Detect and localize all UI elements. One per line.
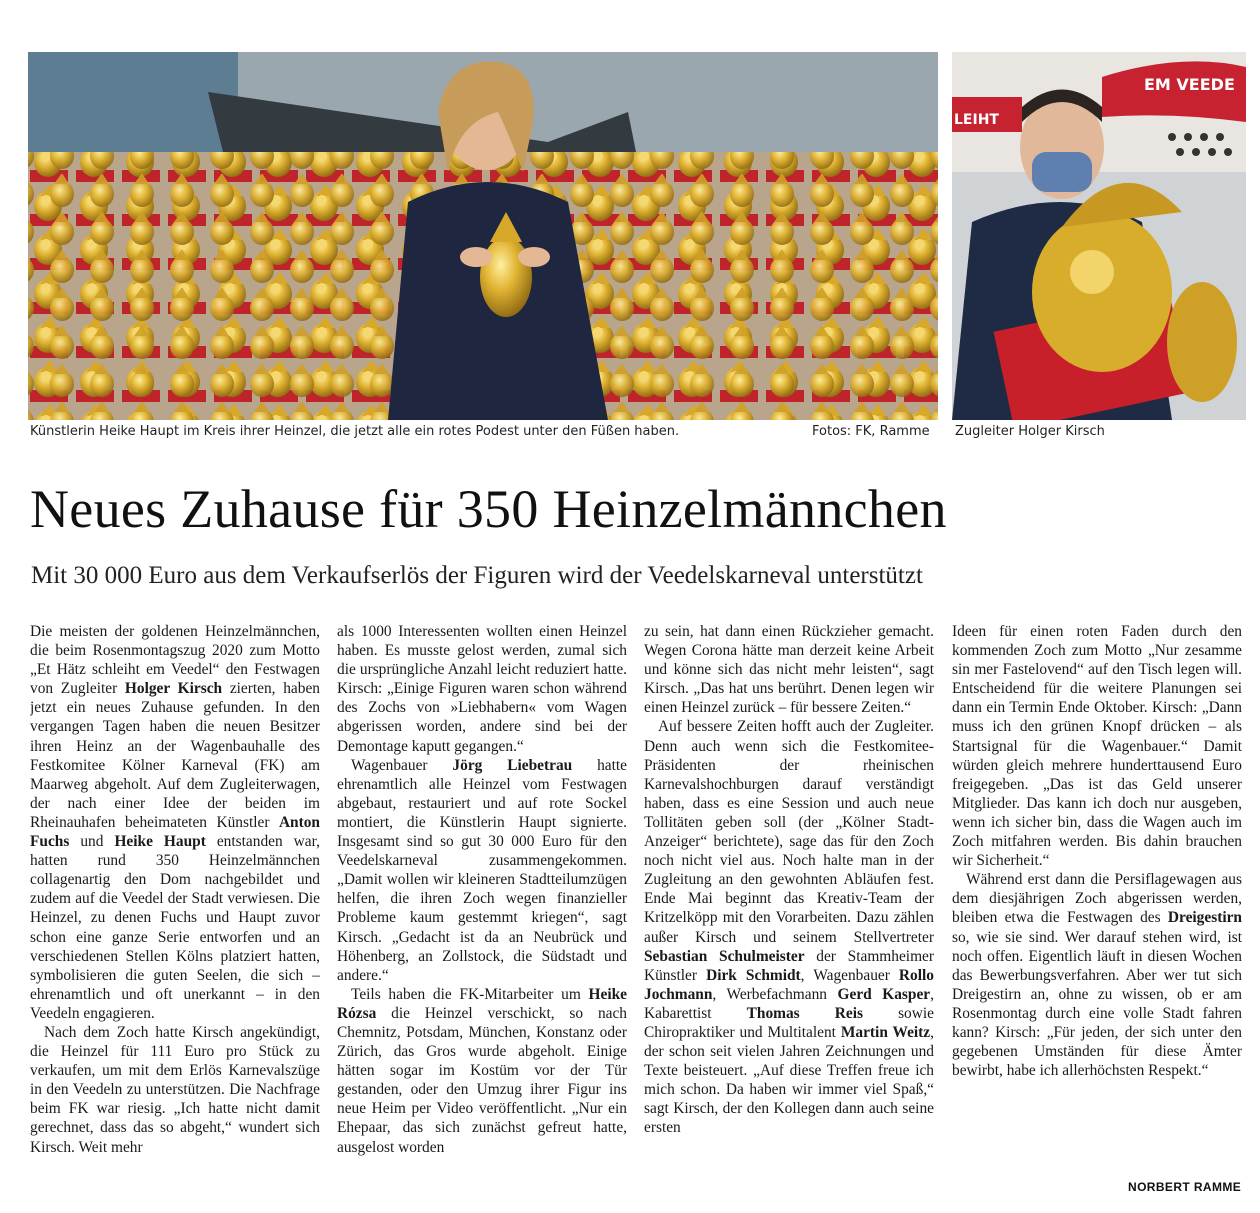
article-column-3 [644,622,934,1202]
text-run: , Wagenbauer [800,966,899,984]
paragraph: zu sein, hat dann einen Rückzieher gemacht. Wegen Corona hätte man derzeit keine Arbeit und könne sich das nicht mehr leisten“, sagt Kirsch. „Das hat uns berührt. Denen legen wir einen Heinzel zurück – für bessere Zeiten.“ [644,623,934,717]
paragraph [644,717,934,1137]
photo-credit: Fotos: FK, Ramme [812,424,930,439]
bold-name: Jörg Liebetrau [452,756,573,774]
paragraph [337,756,627,985]
side-sign-text: EM VEEDE [1144,75,1235,94]
bold-name: Heike Rózsa [337,985,627,1022]
main-photo [28,52,938,420]
paragraph [337,985,627,1157]
text-run: , Kabarettist [644,985,934,1022]
bold-name: Sebastian Schulmeister [644,947,805,965]
bold-name: Anton Fuchs [30,813,320,851]
text-run: die Heinzel verschickt, so nach Chemnitz, Potsdam, München, Konstanz oder Zürich, das Gros wurde abgeholt. Einige hätten sogar im Kostüm vor der Tür gestanden, oder den Umzug ihrer Figur ins neue Heim per Video veröffentlicht. „Nur ein Ehepaar, das sich zunächst gefreut hatte, ausgelost worden [337,1004,627,1156]
text-run: Auf bessere Zeiten hofft auch der Zugleiter. Denn auch wenn sich die Festkomitee-Präsidenten der rheinischen Karnevalshochburgen darauf verständigt haben, dass es eine Session und auch neue Tollitäten geben soll (der „Kölner Stadt-Anzeiger“ berichtete), sage das für den Zoch noch nicht viel aus. Noch halte man in der Zugleitung an den gewohnten Abläufen fest. Ende Mai beginnt das Kreativ-Team der Kritzelköpp mit den Vorarbeiten. Dazu zählen außer Kirsch und seinem Stellvertreter [644,718,934,946]
bold-name: Rollo Jochmann [644,966,934,1003]
text-run: so, wie sie sind. Wer darauf stehen wird, ist noch offen. Eigentlich läuft in diesen Wochen das Bewerbungsverfahren. Aber wer tut sich Dreigestirn an, ohne zu wissen, ob er am Rosenmontag durch eine volle Stadt fahren kann? Kirsch: „Für jeden, der sich unter den gegebenen Umständen für diese Ämter bewirbt, habe ich allerhöchsten Respekt.“ [952,928,1242,1080]
bold-name: Thomas Reis [746,1004,863,1022]
text-run: Teils haben die FK-Mitarbeiter um [351,985,589,1003]
bold-name: Martin Weitz [840,1023,931,1041]
text-run: und [69,833,115,851]
article-column-2 [337,622,627,1202]
text-run: hatte ehrenamtlich alle Heinzel vom Festwagen abgebaut, restauriert und auf rote Sockel montiert, die Künstlerin Haupt signierte. Insgesamt sind so gut 30 000 Euro für den Veedelskarneval zusammengekommen. „Damit wollen wir kleineren Stadtteilumzügen helfen, die ihren Zoch wegen finanzieller Probleme kaum gestemmt kriegen“, sagt Kirsch. „Gedacht ist da an Neubrück und Höhenberg, an Zollstock, die Südstadt und andere.“ [337,756,627,984]
main-photo-caption: Künstlerin Heike Haupt im Kreis ihrer Heinzel, die jetzt alle ein rotes Podest unter den Füßen haben. [30,424,680,439]
text-run: der Stammheimer Künstler [644,947,934,984]
paragraph: als 1000 Interessenten wollten einen Heinzel haben. Es musste gelost werden, zumal sich die ursprüngliche Anzahl leicht reduziert hatte. Kirsch: „Einige Figuren waren schon während des Zochs von »Liebhabern« vom Wagen abgerissen worden, andere sind bei der Demontage kaputt gegangen.“ [337,623,627,755]
bold-name: Dirk Schmidt [706,966,801,984]
text-run: , Werbefachmann [712,985,838,1003]
paragraph [30,622,320,1023]
side-photo-image [952,52,1246,420]
text-run: entstanden war, hatten rund 350 Heinzelmännchen collagenartig den Dom nachgebildet und zudem auf die Veedel der Stadt verwiesen. Die Heinzel, zu denen Fuchs und Haupt zuvor schon eine ganze Serie entworfen und an verschiedenen Stellen Kölns platziert hatten, symbolisieren die guten Seelen, die sich – ehrenamtlich und oft unerkannt – in den Veedeln engagieren. [30,833,320,1022]
article-column-1 [30,622,320,1202]
bold-name: Heike Haupt [114,833,206,851]
text-run: Die meisten der goldenen Heinzelmännchen, die beim Rosenmontagszug 2020 zum Motto „Et Hätz schleiht em Veedel“ den Festwagen von Zugleiter [30,623,320,698]
paragraph: Nach dem Zoch hatte Kirsch angekündigt, die Heinzel für 111 Euro pro Stück zu verkaufen, um mit dem Erlös Karnevalszüge in den Veedeln zu unterstützen. Die Nachfrage beim FK war riesig. „Ich hatte nicht damit gerechnet, dass das so abgeht,“ wundert sich Kirsch. Weit mehr [30,1023,320,1156]
headline: Neues Zuhause für 350 Heinzelmännchen [30,479,947,539]
main-photo-image [28,52,938,420]
bold-name: Holger Kirsch [124,680,223,698]
bold-name: Gerd Kasper [837,985,931,1003]
author-byline: NORBERT RAMME [1128,1180,1242,1194]
subheadline: Mit 30 000 Euro aus dem Verkaufserlös der Figuren wird der Veedelskarneval unterstützt [31,562,923,589]
bold-name: Dreigestirn [1167,909,1242,927]
text-run: zierten, haben jetzt ein neues Zuhause gefunden. In den vergangen Tagen haben die neuen Besitzer ihren Heinz an der Wagenbauhalle des Festkomitee Kölner Karneval (FK) am Maarweg abgeholt. Auf dem Zugleiterwagen, der nach einer Idee der beiden im Rheinauhafen beheimateten Künstler [30,680,320,831]
article-column-4 [952,622,1242,1167]
text-run: Wagenbauer [351,756,453,774]
text-run: , der schon seit vielen Jahren Zeichnungen und Texte beisteuert. „Auf diese Treffen freue ich mich schon. Da haben wir immer viel Spaß,“ sagt Kirsch, der den Kollegen dann auch seine ersten [644,1023,934,1137]
paragraph [952,870,1242,1080]
text-run: sowie Chiropraktiker und Multitalent [644,1004,934,1041]
side-photo-caption: Zugleiter Holger Kirsch [955,424,1105,439]
side-photo [952,52,1246,420]
paragraph: Ideen für einen roten Faden durch den kommenden Zoch zum Motto „Nur zesamme sin mer Fastelovend“ auf den Tisch legen will. Entscheidend für die weitere Planungen sei dann ein Termin Ende Oktober. Kirsch: „Dann muss ich den grünen Knopf drücken – als Startsignal für die Wagenbauer.“ Damit würden gleich mehrere hunderttausend Euro freigegeben. „Das ist das Geld unserer Mitglieder. Das kann ich doch nur ausgeben, wenn ich sicher bin, dass die Wagen auch im Zoch mitfahren werden. Bis dahin brauchen wir Sicherheit.“ [952,623,1242,870]
side-sign-text-2: LEIHT [954,112,999,128]
text-run: Während erst dann die Persiflagewagen aus dem diesjährigen Zoch abgerissen werden, bleiben etwa die Festwagen des [952,871,1242,927]
